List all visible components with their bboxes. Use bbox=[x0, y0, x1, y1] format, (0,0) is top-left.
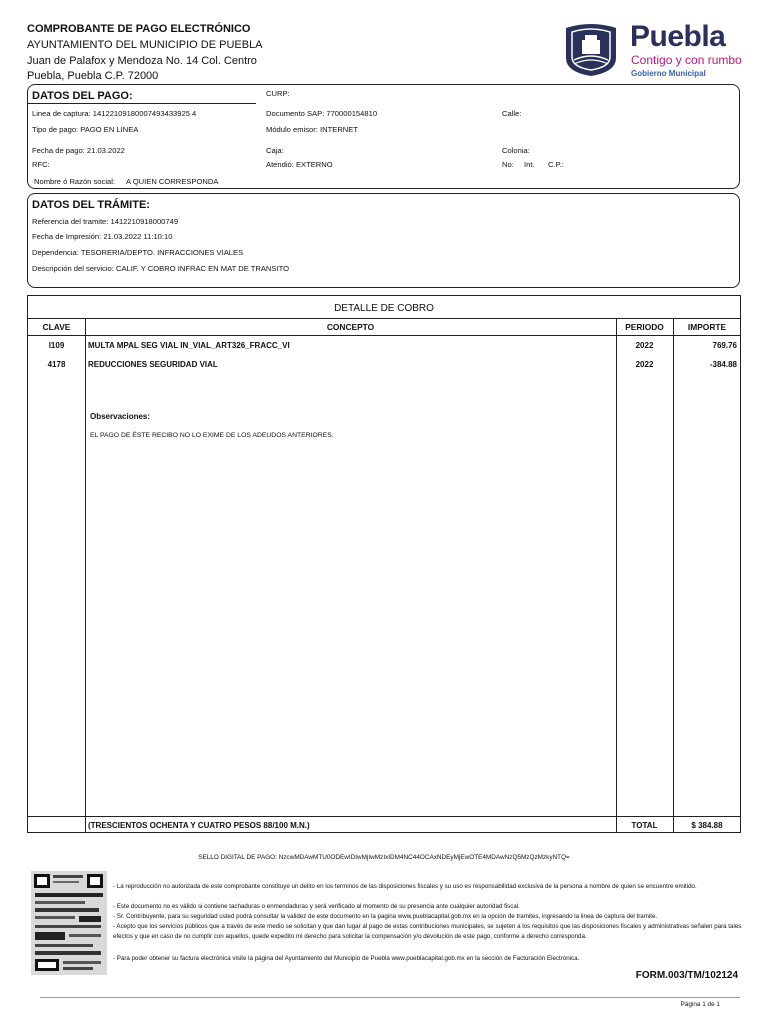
table-header-divider bbox=[28, 335, 740, 336]
table-row-concepto: REDUCCIONES SEGURIDAD VIAL bbox=[88, 360, 218, 369]
digital-seal: SELLO DIGITAL DE PAGO: NzcwMDAwMTU0ODEwIDIwMjIwMzIxIDM4NC44OCAxNDEyMjEwOTE4MDAwNzQ5MzQzMzkyNTQ= bbox=[198, 854, 570, 861]
title-underline bbox=[28, 103, 256, 104]
payment-data-box bbox=[27, 84, 740, 189]
department: Dependencia: TESORERIA/DEPTO. INFRACCIONES VIALES bbox=[32, 248, 244, 257]
address-line-2: Puebla, Puebla C.P. 72000 bbox=[27, 70, 159, 82]
qr-code-image bbox=[31, 871, 107, 975]
form-code: FORM.003/TM/102124 bbox=[635, 970, 738, 981]
table-row-importe: -384.88 bbox=[709, 360, 737, 369]
name-label: Nombre ó Razón social: bbox=[34, 177, 116, 186]
column-header-clave: CLAVE bbox=[42, 322, 71, 332]
legal-notice-2: - Este documento no es válido si contiene tachaduras o enmendaduras y será verificado al momento de su presencia ante cualquier autoridad fiscal. bbox=[113, 903, 520, 910]
total-label: TOTAL bbox=[631, 821, 658, 830]
curp-label: CURP: bbox=[266, 89, 290, 98]
total-value: $ 384.88 bbox=[691, 821, 723, 830]
organization-name: AYUNTAMIENTO DEL MUNICIPIO DE PUEBLA bbox=[27, 39, 263, 51]
payment-date: Fecha de pago: 21.03.2022 bbox=[32, 146, 125, 155]
table-row-concepto: MULTA MPAL SEG VIAL IN_VIAL_ART326_FRACC_VI bbox=[88, 341, 290, 350]
table-row-importe: 769.76 bbox=[712, 341, 737, 350]
cashbox-label: Caja: bbox=[266, 146, 284, 155]
payment-data-title: DATOS DEL PAGO: bbox=[32, 90, 133, 102]
postal-code-label: C.P.: bbox=[548, 160, 564, 169]
column-header-periodo: PERIODO bbox=[625, 322, 664, 332]
procedure-data-title: DATOS DEL TRÁMITE: bbox=[32, 199, 150, 211]
logo-tagline: Contigo y con rumbo bbox=[631, 53, 742, 67]
column-header-importe: IMPORTE bbox=[687, 322, 727, 332]
observations-text: EL PAGO DE ÉSTE RECIBO NO LO EXIME DE LOS ADEUDOS ANTERIORES. bbox=[90, 432, 334, 439]
table-row-clave: I109 bbox=[48, 341, 65, 350]
table-divider bbox=[28, 318, 740, 319]
neighborhood-label: Colonia: bbox=[502, 146, 530, 155]
address-line-1: Juan de Palafox y Mendoza No. 14 Col. Centro bbox=[27, 55, 257, 67]
service-description: Descripción del servicio: CALIF. Y COBRO INFRAC EN MAT DE TRANSITO bbox=[32, 264, 289, 273]
puebla-shield-logo bbox=[562, 22, 620, 77]
attended-by: Atendió: EXTERNO bbox=[266, 160, 333, 169]
interior-label: Int. bbox=[524, 160, 535, 169]
capture-line: Linea de captura: 14122109180007493433925 4 bbox=[32, 109, 197, 118]
procedure-data-box bbox=[27, 193, 740, 288]
column-divider bbox=[673, 318, 674, 832]
footer-divider bbox=[40, 997, 740, 998]
procedure-reference: Referencia del tramite: 1412210918000749 bbox=[32, 217, 179, 226]
column-divider bbox=[616, 318, 617, 832]
table-row-periodo: 2022 bbox=[635, 341, 654, 350]
total-in-words: (TRESCIENTOS OCHENTA Y CUATRO PESOS 88/100 M.N.) bbox=[88, 821, 310, 830]
observations-label: Observaciones: bbox=[90, 412, 151, 421]
charge-detail-title: DETALLE DE COBRO bbox=[334, 303, 434, 314]
sap-document: Documento SAP: 770000154810 bbox=[266, 109, 378, 118]
legal-notice-3: - Sr. Contribuyente, para su seguridad usted podrá consultar la validez de este documento en la pagina www.pueblacapital.gob.mx en la opción de tramites, ingresando la linea de captura del tramite. bbox=[113, 913, 658, 920]
table-row-periodo: 2022 bbox=[635, 360, 654, 369]
print-date: Fecha de Impresión: 21.03.2022 11:10:10 bbox=[32, 232, 173, 241]
legal-notice-1: - La reproducción no autorizada de este comprobante constituye un delito en los terminos de las disposiciones fiscales y su uso es responsabilidad exclusiva de la persona a nombre de quien se encuentre emitido. bbox=[113, 883, 697, 890]
column-divider bbox=[85, 318, 86, 832]
table-row-clave: 4178 bbox=[47, 360, 66, 369]
column-header-concepto: CONCEPTO bbox=[326, 322, 375, 332]
payment-type: Tipo de pago: PAGO EN LINEA bbox=[32, 125, 139, 134]
logo-subtitle: Gobierno Municipal bbox=[631, 69, 706, 78]
rfc-label: RFC: bbox=[32, 160, 50, 169]
street-label: Calle: bbox=[502, 109, 522, 118]
legal-notice-5: - Para poder obtener su factura electrónica visite la página del Ayuntamiento del Municipio de Puebla www.pueblacapital.gob.mx en la sección de Facturación Electrónica. bbox=[113, 955, 580, 962]
table-total-divider bbox=[28, 816, 740, 817]
number-label: No: bbox=[502, 160, 514, 169]
page-number: Página 1 de 1 bbox=[680, 1001, 720, 1008]
name-value: A QUIEN CORRESPONDA bbox=[126, 177, 219, 186]
issuer-module: Módulo emisor: INTERNET bbox=[266, 125, 358, 134]
charge-detail-table bbox=[27, 295, 741, 833]
logo-wordmark: Puebla bbox=[630, 20, 726, 53]
document-title: COMPROBANTE DE PAGO ELECTRÓNICO bbox=[27, 23, 251, 35]
legal-notice-4: - Acepto que los servicios públicos que a través de este medio se solicitan y que dan lugar al pago de estas contribuciones municipales, se sujeten a los requisitos que las disposiciones fiscales y administrativas señalen para tales efectos y que en caso de no cumplir con aquellos, quede expedito mi derecho para solicitar la compensación y/o devolución de este pago, conforme a derecho corresponda. bbox=[113, 923, 742, 940]
